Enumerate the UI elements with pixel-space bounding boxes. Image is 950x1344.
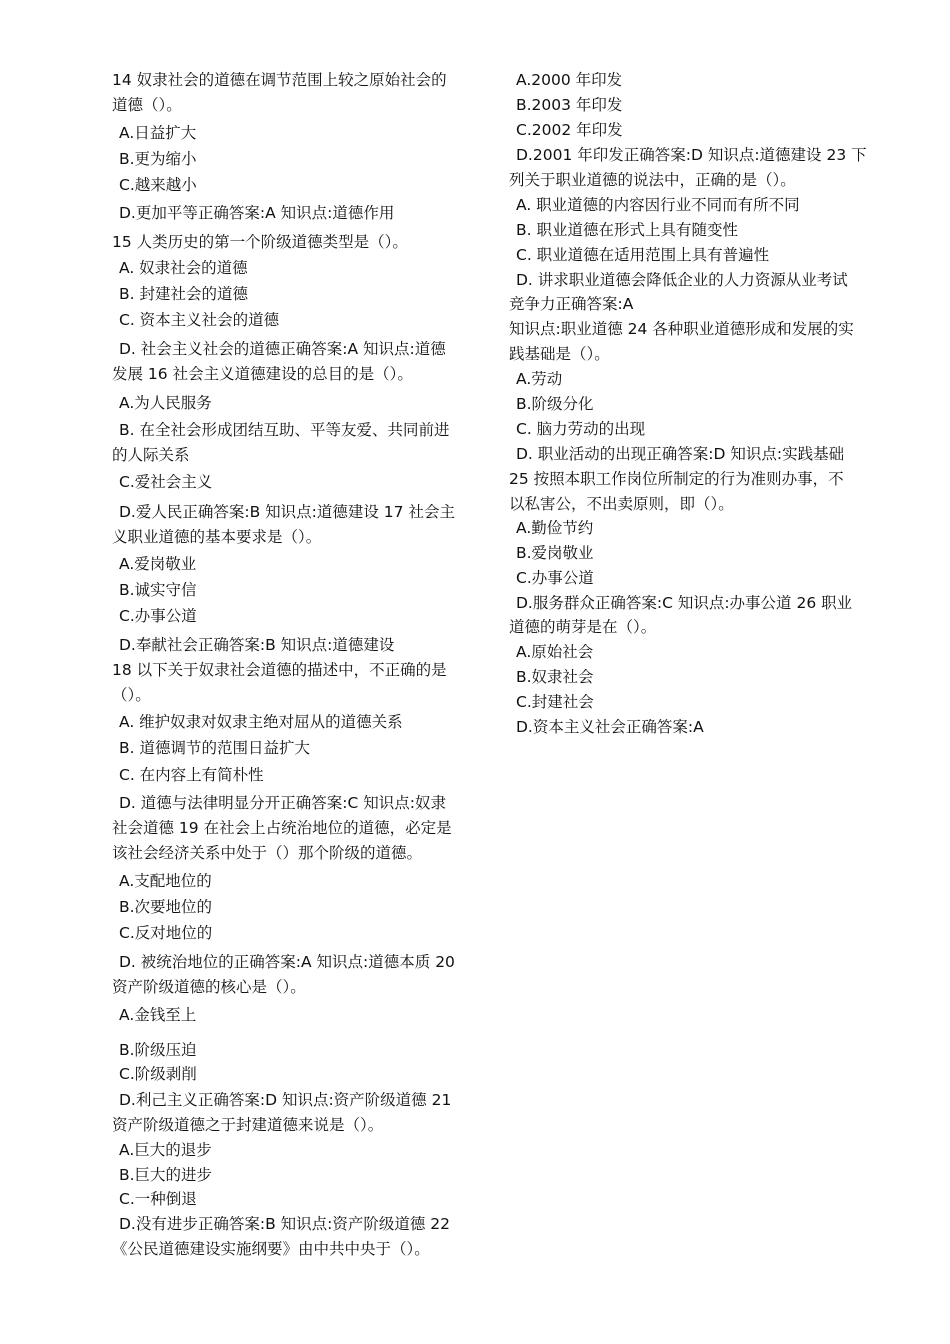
option-line: A. 维护奴隶对奴隶主绝对屈从的道德关系 xyxy=(119,713,403,731)
text-line: 列关于职业道德的说法中，正确的是（）。 xyxy=(509,171,796,189)
option-line: B. 在全社会形成团结互助、平等友爱、共同前进 xyxy=(119,421,450,439)
option-line: D. 被统治地位的正确答案:A 知识点:道德本质 20 xyxy=(119,953,455,971)
option-line: C. 在内容上有简朴性 xyxy=(119,766,264,784)
text-line: 竞争力正确答案:A xyxy=(509,295,634,313)
option-line: D. 职业活动的出现正确答案:D 知识点:实践基础 xyxy=(516,445,845,463)
option-line: B.次要地位的 xyxy=(119,898,213,916)
option-line: C. 资本主义社会的道德 xyxy=(119,311,280,329)
option-line: B.奴隶社会 xyxy=(516,668,594,686)
option-line: A.支配地位的 xyxy=(119,872,212,890)
option-line: A.日益扩大 xyxy=(119,124,197,142)
option-line: C.爱社会主义 xyxy=(119,473,213,491)
option-line: A.巨大的退步 xyxy=(119,1141,212,1159)
option-line: A.原始社会 xyxy=(516,643,594,661)
text-line: 发展 16 社会主义道德建设的总目的是（）。 xyxy=(112,365,413,383)
option-line: B.巨大的进步 xyxy=(119,1166,213,1184)
option-line: A.勤俭节约 xyxy=(516,519,594,537)
option-line: A.为人民服务 xyxy=(119,394,212,412)
text-line: 的人际关系 xyxy=(112,446,190,464)
option-line: C.封建社会 xyxy=(516,693,594,711)
option-line: A. 职业道德的内容因行业不同而有所不同 xyxy=(516,196,800,214)
text-line: 18 以下关于奴隶社会道德的描述中，不正确的是 xyxy=(112,661,447,679)
text-line: 《公民道德建设实施纲要》由中共中央于（）。 xyxy=(112,1240,430,1258)
text-line: 道德（）。 xyxy=(112,96,182,114)
option-line: D.爱人民正确答案:B 知识点:道德建设 17 社会主 xyxy=(119,503,455,521)
option-line: C.办事公道 xyxy=(119,607,197,625)
option-line: C.办事公道 xyxy=(516,569,594,587)
option-line: D.资本主义社会正确答案:A xyxy=(516,718,704,736)
option-line: B.阶级分化 xyxy=(516,395,594,413)
text-line: 15 人类历史的第一个阶级道德类型是（）。 xyxy=(112,233,408,251)
option-line: C.阶级剥削 xyxy=(119,1065,197,1083)
text-line: 知识点:职业道德 24 各种职业道德形成和发展的实 xyxy=(509,320,854,338)
option-line: A. 奴隶社会的道德 xyxy=(119,259,248,277)
option-line: A.2000 年印发 xyxy=(516,71,623,89)
option-line: A.劳动 xyxy=(516,370,563,388)
option-line: B.更为缩小 xyxy=(119,150,197,168)
option-line: C.一种倒退 xyxy=(119,1190,197,1208)
option-line: D.2001 年印发正确答案:D 知识点:道德建设 23 下 xyxy=(516,146,867,164)
text-line: 道德的萌芽是在（）。 xyxy=(509,618,657,636)
option-line: C.越来越小 xyxy=(119,176,197,194)
option-line: B.2003 年印发 xyxy=(516,96,623,114)
option-line: D.服务群众正确答案:C 知识点:办事公道 26 职业 xyxy=(516,594,853,612)
option-line: B.阶级压迫 xyxy=(119,1041,197,1059)
option-line: D. 道德与法律明显分开正确答案:C 知识点:奴隶 xyxy=(119,794,446,812)
text-line: 义职业道德的基本要求是（）。 xyxy=(112,528,322,546)
text-line: 25 按照本职工作岗位所制定的行为准则办事，不 xyxy=(509,470,844,488)
option-line: C. 脑力劳动的出现 xyxy=(516,420,646,438)
text-line: 14 奴隶社会的道德在调节范围上较之原始社会的 xyxy=(112,71,447,89)
option-line: C.2002 年印发 xyxy=(516,121,623,139)
text-line: （）。 xyxy=(112,686,151,704)
option-line: B. 职业道德在形式上具有随变性 xyxy=(516,221,738,239)
option-line: D. 讲求职业道德会降低企业的人力资源从业考试 xyxy=(516,271,848,289)
option-line: D.更加平等正确答案:A 知识点:道德作用 xyxy=(119,204,395,222)
option-line: B. 封建社会的道德 xyxy=(119,285,248,303)
option-line: C.反对地位的 xyxy=(119,924,213,942)
text-line: 社会道德 19 在社会上占统治地位的道德，必定是 xyxy=(112,819,452,837)
option-line: B. 道德调节的范围日益扩大 xyxy=(119,739,310,757)
option-line: A.金钱至上 xyxy=(119,1006,197,1024)
text-line: 该社会经济关系中处于（）那个阶级的道德。 xyxy=(112,844,423,862)
text-line: 以私害公，不出卖原则，即（）。 xyxy=(509,495,734,513)
option-line: D. 社会主义社会的道德正确答案:A 知识点:道德 xyxy=(119,340,446,358)
option-line: D.奉献社会正确答案:B 知识点:道德建设 xyxy=(119,636,395,654)
option-line: C. 职业道德在适用范围上具有普遍性 xyxy=(516,246,770,264)
option-line: D.利己主义正确答案:D 知识点:资产阶级道德 21 xyxy=(119,1091,452,1109)
text-line: 资产阶级道德的核心是（）。 xyxy=(112,978,306,996)
text-line: 资产阶级道德之于封建道德来说是（）。 xyxy=(112,1116,384,1134)
option-line: B.爱岗敬业 xyxy=(516,544,594,562)
text-line: 践基础是（）。 xyxy=(509,345,610,363)
option-line: D.没有进步正确答案:B 知识点:资产阶级道德 22 xyxy=(119,1215,451,1233)
option-line: A.爱岗敬业 xyxy=(119,555,197,573)
option-line: B.诚实守信 xyxy=(119,581,197,599)
